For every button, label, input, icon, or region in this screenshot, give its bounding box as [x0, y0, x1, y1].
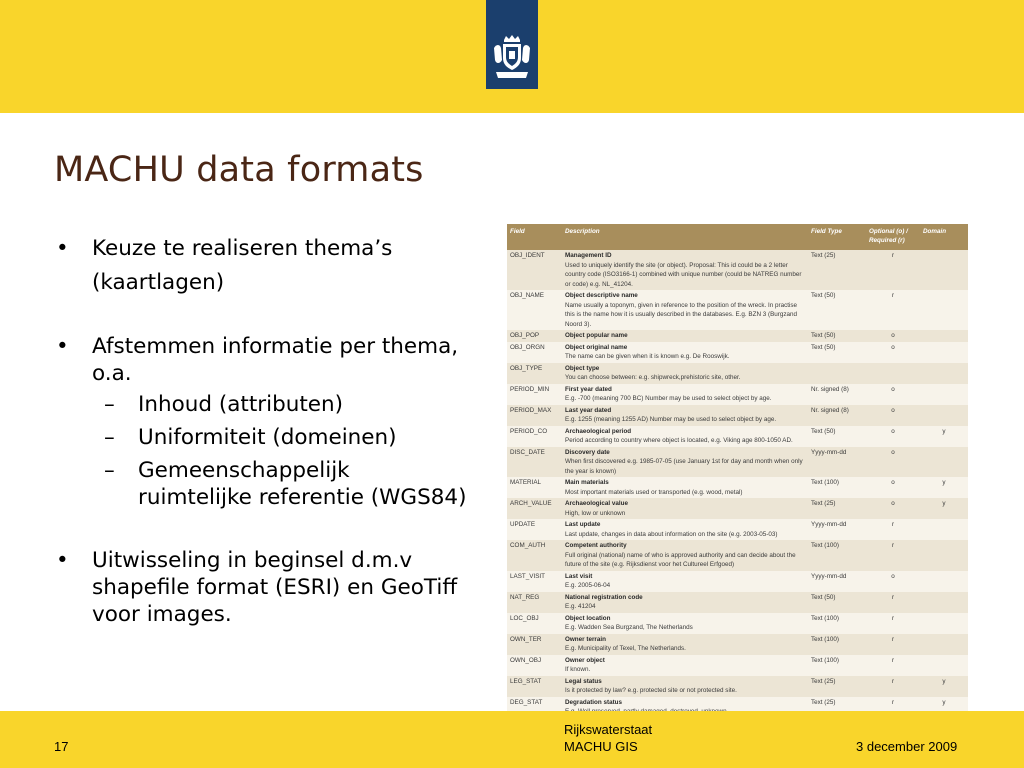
sub-bullet-marker: –: [104, 392, 115, 417]
bullet-marker: •: [56, 334, 69, 359]
field-table: [507, 224, 968, 718]
field-cell: PERIOD_MAX: [507, 405, 562, 426]
field-name: National registration code: [565, 593, 643, 601]
sub-bullet-marker: –: [104, 425, 115, 450]
table-row: [507, 498, 968, 519]
optional-required-cell: o: [866, 477, 920, 498]
optional-required-cell: o: [866, 330, 920, 342]
optional-required-cell: r: [866, 676, 920, 697]
field-description: Period according to country where object is located, e.g. Viking age 800-1050 AD.: [565, 437, 793, 444]
optional-required-cell: r: [866, 592, 920, 613]
optional-required-cell: r: [866, 697, 920, 718]
field-description: E.g. Municipality of Texel, The Netherlands.: [565, 645, 686, 652]
field-type-cell: Yyyy-mm-dd: [808, 571, 866, 592]
field-cell: DEG_STAT: [507, 697, 562, 718]
field-name: Object original name: [565, 343, 628, 351]
table-row: [507, 634, 968, 655]
field-type-cell: Text (50): [808, 290, 866, 330]
field-type-cell: Yyyy-mm-dd: [808, 519, 866, 540]
bullet-item: [56, 333, 486, 387]
optional-required-cell: r: [866, 290, 920, 330]
footer-date: 3 december 2009: [856, 739, 958, 754]
table-row: [507, 592, 968, 613]
field-cell: OBJ_IDENT: [507, 250, 562, 290]
table-row: [507, 655, 968, 676]
description-cell: [562, 498, 808, 519]
field-cell: OWN_OBJ: [507, 655, 562, 676]
description-cell: [562, 342, 808, 363]
field-type-cell: Text (100): [808, 613, 866, 634]
field-description: High, low or unknown: [565, 509, 626, 517]
column-header-field: Field: [507, 224, 562, 250]
optional-required-cell: [866, 363, 920, 384]
field-cell: NAT_REG: [507, 592, 562, 613]
field-description: Most important materials used or transported (e.g. wood, metal): [565, 488, 743, 496]
description-cell: [562, 540, 808, 571]
field-cell: LOC_OBJ: [507, 613, 562, 634]
description-cell: [562, 676, 808, 697]
domain-cell: [920, 384, 968, 405]
field-cell: OWN_TER: [507, 634, 562, 655]
bullet-text-continued: (kaartlagen): [92, 270, 225, 295]
field-type-cell: Text (50): [808, 342, 866, 363]
field-description: Used to uniquely identify the site (or object). Proposal: This id could be a 2 letter country code (ISO3166-1) combined with unique number (could be NATREG number or code) e.g. NL_41204.: [565, 261, 802, 288]
bullet-text: Afstemmen informatie per thema, o.a.: [92, 334, 459, 386]
field-cell: OBJ_NAME: [507, 290, 562, 330]
table-row: [507, 676, 968, 697]
bullet-text: Keuze te realiseren thema’s: [92, 236, 393, 261]
optional-required-cell: o: [866, 384, 920, 405]
domain-cell: y: [920, 477, 968, 498]
description-cell: [562, 250, 808, 290]
domain-cell: [920, 540, 968, 571]
field-type-cell: Text (100): [808, 634, 866, 655]
page-number: 17: [54, 739, 69, 754]
description-cell: [562, 519, 808, 540]
field-type-cell: Text (50): [808, 592, 866, 613]
domain-cell: [920, 405, 968, 426]
field-name: Last visit: [565, 572, 593, 580]
table-row: [507, 405, 968, 426]
rijksoverheid-logo: [486, 0, 538, 89]
field-name: Management ID: [565, 252, 612, 259]
field-type-cell: Text (100): [808, 655, 866, 676]
domain-cell: [920, 519, 968, 540]
field-name: Object type: [565, 364, 600, 372]
table-body: [507, 250, 968, 718]
sub-bullet-item: [56, 424, 486, 451]
field-cell: MATERIAL: [507, 477, 562, 498]
description-cell: [562, 384, 808, 405]
domain-cell: [920, 363, 968, 384]
field-cell: COM_AUTH: [507, 540, 562, 571]
field-type-cell: Text (25): [808, 676, 866, 697]
field-description: E.g. 41204: [565, 603, 596, 610]
field-cell: PERIOD_MIN: [507, 384, 562, 405]
field-cell: LAST_VISIT: [507, 571, 562, 592]
bullet-text: Uitwisseling in beginsel d.m.v shapefile format (ESRI) en GeoTiff voor images.: [92, 548, 458, 627]
description-cell: [562, 290, 808, 330]
description-cell: [562, 330, 808, 342]
column-header-description: Description: [562, 224, 808, 250]
field-table-image: [507, 224, 947, 706]
field-name: Last year dated: [565, 406, 612, 414]
field-type-cell: [808, 363, 866, 384]
optional-required-cell: o: [866, 498, 920, 519]
table-row: [507, 290, 968, 330]
field-cell: UPDATE: [507, 519, 562, 540]
description-cell: [562, 405, 808, 426]
field-description: When first discovered e.g. 1985-07-05 (use January 1st for day and month when only the year is known): [565, 458, 803, 475]
domain-cell: y: [920, 426, 968, 447]
field-type-cell: Nr. signed (8): [808, 384, 866, 405]
table-row: [507, 613, 968, 634]
field-description: Last update, changes in data about information on the site (e.g. 2003-05-03): [565, 530, 778, 538]
sub-bullet-item: [56, 391, 486, 418]
table-row: [507, 426, 968, 447]
field-description: E.g. Wadden Sea Burgzand, The Netherlands: [565, 624, 693, 631]
optional-required-cell: o: [866, 405, 920, 426]
field-type-cell: Text (25): [808, 697, 866, 718]
field-name: Main materials: [565, 479, 609, 486]
optional-required-cell: r: [866, 655, 920, 676]
field-type-cell: Yyyy-mm-dd: [808, 447, 866, 478]
bullet-marker: •: [56, 236, 69, 261]
field-description: E.g. -700 (meaning 700 BC) Number may be used to select object by age.: [565, 395, 772, 402]
table-header-row: [507, 224, 968, 250]
field-name: Object location: [565, 614, 611, 622]
description-cell: [562, 426, 808, 447]
field-description: Full original (national) name of who is approved authority and can decide about the future of the site (e.g. Rijksdienst voor het Cultureel Erfgoed): [565, 551, 796, 568]
domain-cell: [920, 447, 968, 478]
table-row: [507, 519, 968, 540]
field-name: Competent authority: [565, 542, 627, 549]
column-header-field-type: Field Type: [808, 224, 866, 250]
optional-required-cell: o: [866, 571, 920, 592]
domain-cell: y: [920, 498, 968, 519]
description-cell: [562, 634, 808, 655]
description-cell: [562, 592, 808, 613]
optional-required-cell: o: [866, 426, 920, 447]
description-cell: [562, 613, 808, 634]
field-name: First year dated: [565, 385, 612, 393]
domain-cell: [920, 342, 968, 363]
field-cell: OBJ_ORGN: [507, 342, 562, 363]
sub-bullet-text: Inhoud (attributen): [138, 392, 344, 417]
field-name: Owner terrain: [565, 635, 606, 643]
field-cell: PERIOD_CO: [507, 426, 562, 447]
description-cell: [562, 477, 808, 498]
field-description: E.g. 1255 (meaning 1255 AD) Number may be used to select object by age.: [565, 416, 777, 423]
table-row: [507, 477, 968, 498]
domain-cell: [920, 330, 968, 342]
bullet-item: [56, 232, 486, 300]
field-name: Object descriptive name: [565, 292, 638, 299]
column-header-optional-required: Optional (o) / Required (r): [866, 224, 920, 250]
domain-cell: [920, 655, 968, 676]
footer-project: MACHU GIS: [564, 739, 638, 754]
domain-cell: [920, 592, 968, 613]
coat-of-arms-icon: [492, 34, 532, 82]
field-name: Archaeological period: [565, 427, 632, 435]
optional-required-cell: o: [866, 447, 920, 478]
domain-cell: [920, 250, 968, 290]
field-type-cell: Text (50): [808, 330, 866, 342]
table-row: [507, 447, 968, 478]
field-name: Object popular name: [565, 332, 628, 339]
optional-required-cell: r: [866, 250, 920, 290]
field-type-cell: Nr. signed (8): [808, 405, 866, 426]
table-row: [507, 363, 968, 384]
field-cell: DISC_DATE: [507, 447, 562, 478]
description-cell: [562, 655, 808, 676]
field-name: Archaeological value: [565, 500, 628, 507]
domain-cell: [920, 290, 968, 330]
field-cell: ARCH_VALUE: [507, 498, 562, 519]
field-description: E.g. 2005-06-04: [565, 582, 611, 589]
field-description: Name usually a toponym, given in reference to the position of the wreck. In practise this is the name how it is usually described in the databases. E.g. BZN 3 (Burgzand Noord 3).: [565, 301, 798, 328]
optional-required-cell: r: [866, 540, 920, 571]
footer-organization: Rijkswaterstaat: [564, 722, 653, 737]
table-row: [507, 384, 968, 405]
domain-cell: [920, 634, 968, 655]
sub-bullet-text: Uniformiteit (domeinen): [138, 425, 397, 450]
field-description: If known.: [565, 666, 591, 673]
domain-cell: [920, 571, 968, 592]
field-type-cell: Text (25): [808, 498, 866, 519]
field-cell: LEG_STAT: [507, 676, 562, 697]
field-type-cell: Text (25): [808, 250, 866, 290]
sub-bullet-marker: –: [104, 458, 115, 483]
slide-title: MACHU data formats: [54, 150, 424, 190]
table-row: [507, 540, 968, 571]
field-name: Degradation status: [565, 698, 623, 706]
field-name: Legal status: [565, 677, 602, 685]
bullet-item: [56, 547, 492, 628]
optional-required-cell: o: [866, 342, 920, 363]
description-cell: [562, 571, 808, 592]
table-row: [507, 342, 968, 363]
field-description: You can choose between: e.g. shipwreck,prehistoric site, other.: [565, 374, 741, 381]
table-row: [507, 330, 968, 342]
field-type-cell: Text (50): [808, 426, 866, 447]
bullet-marker: •: [56, 548, 69, 573]
optional-required-cell: r: [866, 613, 920, 634]
field-cell: OBJ_TYPE: [507, 363, 562, 384]
optional-required-cell: r: [866, 634, 920, 655]
field-name: Owner object: [565, 656, 605, 664]
bullet-list: [56, 232, 486, 628]
optional-required-cell: r: [866, 519, 920, 540]
domain-cell: [920, 613, 968, 634]
domain-cell: y: [920, 676, 968, 697]
field-type-cell: Text (100): [808, 477, 866, 498]
sub-bullet-item: [56, 457, 468, 511]
domain-cell: y: [920, 697, 968, 718]
description-cell: [562, 363, 808, 384]
field-type-cell: Text (100): [808, 540, 866, 571]
field-name: Discovery date: [565, 448, 610, 456]
table-row: [507, 571, 968, 592]
sub-bullet-text: Gemeenschappelijk ruimtelijke referentie (WGS84): [138, 458, 467, 510]
table-row: [507, 250, 968, 290]
field-description: Is it protected by law? e.g. protected site or not protected site.: [565, 687, 737, 694]
field-cell: OBJ_POP: [507, 330, 562, 342]
field-name: Last update: [565, 521, 601, 528]
column-header-domain: Domain: [920, 224, 968, 250]
field-description: The name can be given when it is known e.g. De Rooswijk.: [565, 353, 730, 360]
description-cell: [562, 447, 808, 478]
